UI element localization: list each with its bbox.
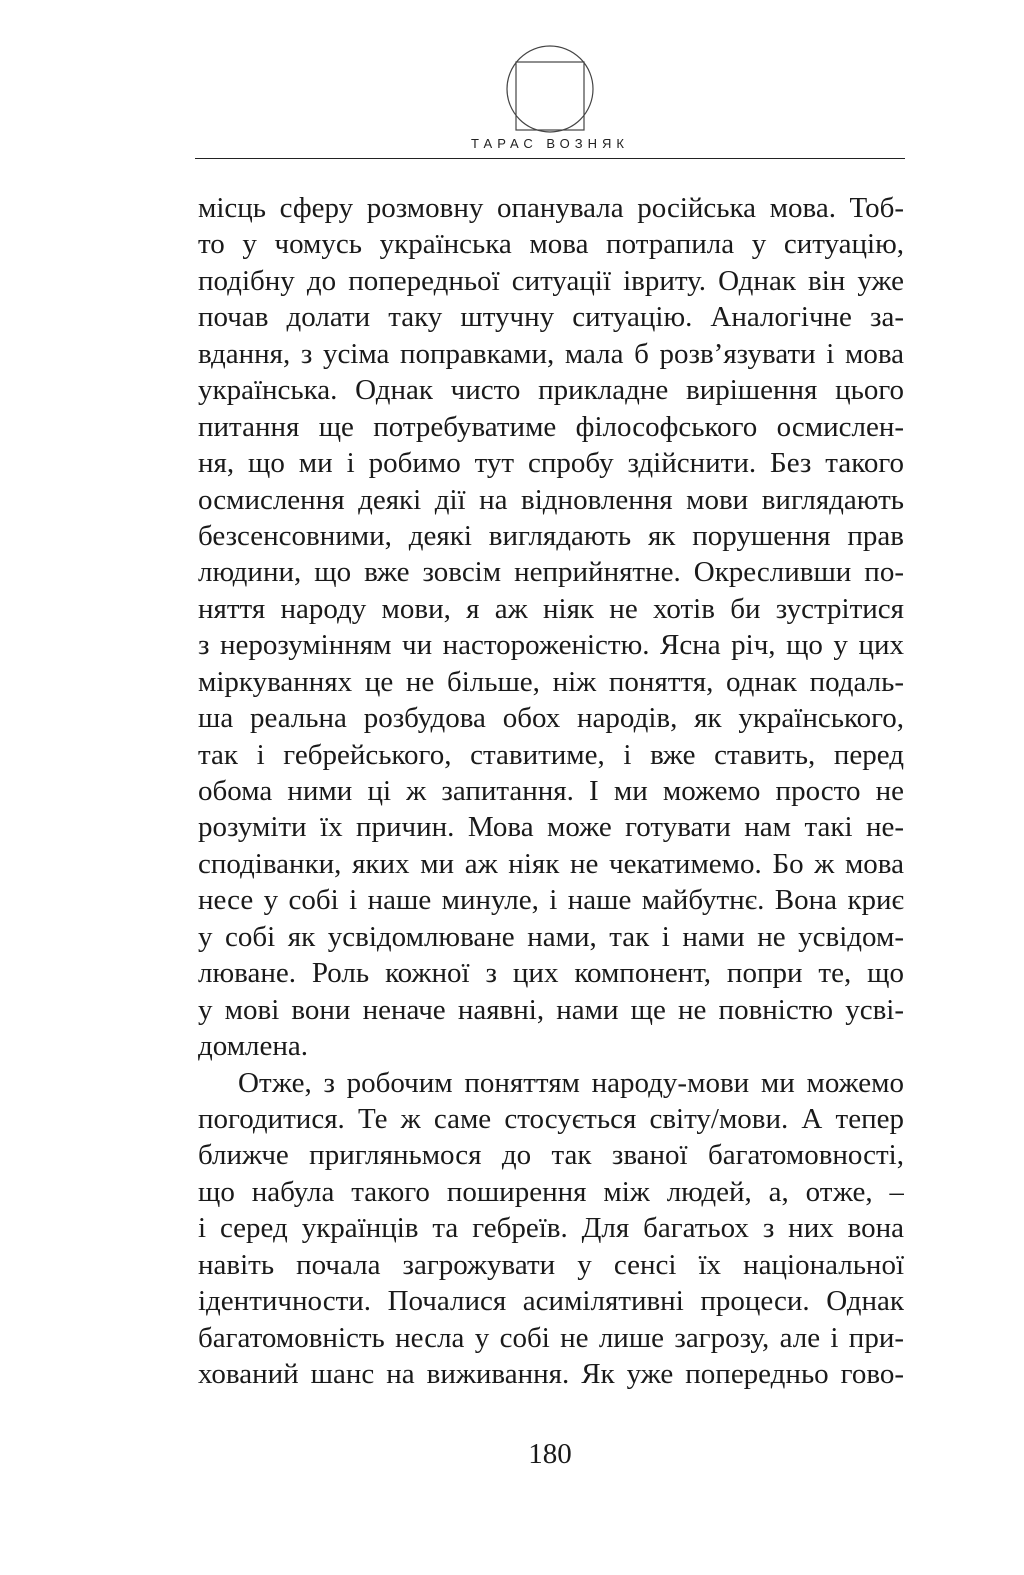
text-line: людини, що вже зовсім неприйнятне. Окресливши по- — [198, 556, 904, 589]
text-line: розуміти їх причин. Мова може готувати нам такі не- — [198, 811, 904, 844]
text-line: і серед українців та гебреїв. Для багатьох з них вона — [198, 1212, 904, 1245]
text-line: ша реальна розбудова обох народів, як українського, — [198, 702, 904, 735]
text-line: погодитися. Те ж саме стосується світу/мови. А тепер — [198, 1102, 904, 1135]
header-rule — [195, 158, 905, 159]
running-head: ТАРАС ВОЗНЯК — [471, 136, 629, 151]
text-line: з нерозумінням чи настороженістю. Ясна річ, що у цих — [198, 629, 904, 662]
text-line: няття народу мови, я аж ніяк не хотів би зустрітися — [198, 592, 904, 625]
text-line: у собі як усвідомлюване нами, так і нами не усвідом- — [198, 920, 904, 953]
text-line: місць сферу розмовну опанувала російська мова. Тоб- — [198, 192, 904, 224]
text-line: домлена. — [198, 1030, 309, 1063]
paragraph — [198, 190, 904, 1065]
text-line: українська. Однак чисто прикладне вирішення цього — [198, 374, 904, 407]
text-line: подібну до попередньої ситуації івриту. Однак він уже — [198, 264, 904, 297]
text-line: міркуваннях це не більше, ніж поняття, однак подаль- — [198, 665, 904, 698]
text-line: сподіванки, яких ми аж ніяк не чекатимемо. Бо ж мова — [198, 847, 904, 880]
text-line: ня, що ми і робимо тут спробу здійснити. Без такого — [198, 447, 904, 480]
text-line: ближче пригляньмося до так званої багатомовності, — [198, 1139, 904, 1172]
text-line: почав долати таку штучну ситуацію. Аналогічне за- — [198, 301, 904, 334]
text-line: так і гебрейського, ставитиме, і вже ставить, перед — [198, 738, 904, 771]
text-line: то у чомусь українська мова потрапила у ситуацію, — [198, 228, 904, 261]
text-line: Отже, з робочим поняттям народу-мови ми можемо — [238, 1066, 904, 1099]
text-line: питання ще потребуватиме філософського осмислен- — [198, 410, 904, 443]
circle-square-emblem-icon — [505, 44, 595, 134]
text-line: у мові вони неначе наявні, нами ще не повністю усві- — [198, 993, 904, 1026]
text-line: обома ними ці ж запитання. І ми можемо просто не — [198, 775, 904, 807]
text-line: люване. Роль кожної з цих компонент, попри те, що — [198, 957, 904, 990]
text-line: ідентичности. Почалися асимілятивні процеси. Однак — [198, 1285, 904, 1318]
text-line: безсенсовними, деякі виглядають як порушення прав — [198, 519, 904, 552]
paragraph — [198, 1065, 904, 1393]
text-line: багатомовність несла у собі не лише загрозу, але і при- — [198, 1321, 904, 1354]
text-line: навіть почала загрожувати у сенсі їх національної — [198, 1248, 904, 1281]
text-line: вдання, з усіма поправками, мала б розв’язувати і мова — [198, 337, 904, 370]
text-line: хований шанс на виживання. Як уже попередньо гово- — [198, 1358, 904, 1390]
text-line: що набула такого поширення між людей, а, отже, – — [198, 1175, 904, 1208]
text-line: осмислення деякі дії на відновлення мови виглядають — [198, 483, 904, 516]
body-text — [198, 190, 904, 1392]
page-number: 180 — [528, 1438, 572, 1470]
text-line: несе у собі і наше минуле, і наше майбутнє. Вона криє — [198, 884, 904, 917]
